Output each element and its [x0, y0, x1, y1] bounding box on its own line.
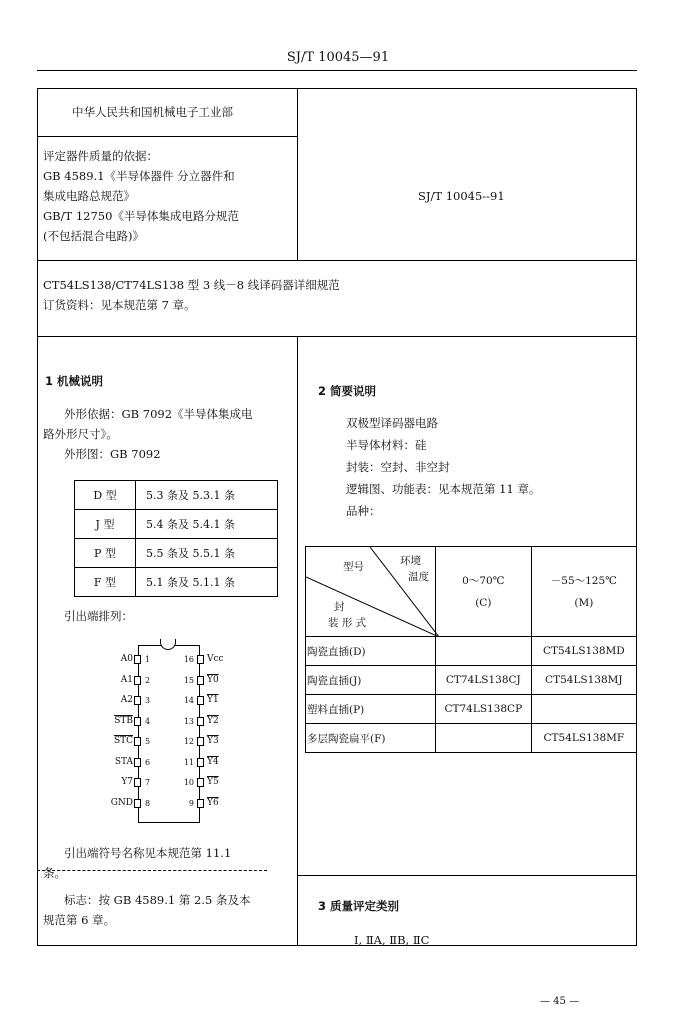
pin-label: $\overline{STC}$ [113, 736, 133, 746]
col-m-code: (M) [574, 596, 594, 609]
brief-line: 半导体材料：硅 [346, 438, 427, 452]
c-cell [435, 724, 531, 753]
quality-categories: Ⅰ, ⅡA, ⅡB, ⅡC [354, 933, 430, 947]
brief-line: 封装：空封、非空封 [346, 460, 450, 474]
pin-number: 12 [183, 737, 194, 746]
outline-type: P 型 [75, 539, 136, 568]
c-cell: CT74LS138CJ [435, 666, 531, 695]
pin-square [197, 655, 204, 664]
corner-pkg: 封 [334, 601, 345, 613]
ic-package-body [138, 645, 200, 823]
brief-line: 品种： [346, 504, 381, 518]
outline-type: F 型 [75, 568, 136, 597]
pin-number: 4 [145, 716, 151, 726]
m-cell: CT54LS138MF [531, 724, 636, 753]
outline-clause: 5.4 条及 5.4.1 条 [136, 510, 278, 539]
pin-label: Y1 [207, 695, 219, 705]
grid-vline-bottom [297, 336, 298, 946]
m-cell: CT54LS138MJ [531, 666, 636, 695]
corner-temp: 温度 [408, 571, 429, 583]
standard-number-header: SJ/T 10045—91 [286, 50, 390, 65]
grid-vline-top [297, 88, 298, 260]
outline-basis: 外形依据：GB 7092《半导体集成电 [64, 407, 253, 421]
outline-type: J 型 [75, 510, 136, 539]
grid-hline-sec3 [297, 875, 637, 876]
pin-number: 8 [145, 798, 151, 808]
pin-label: Y7 [121, 777, 133, 787]
table-header-row [306, 547, 637, 637]
basis-line: GB/T 12750《半导体集成电路分规范 [43, 209, 239, 223]
m-cell [531, 695, 636, 724]
table-row [75, 510, 278, 539]
pin-number: 2 [145, 675, 151, 685]
pin-square [197, 799, 204, 808]
pin-square [134, 655, 141, 664]
pin-label: Y4 [207, 756, 219, 767]
pin-note: 引出端符号名称见本规范第 11.1 [64, 846, 232, 860]
doc-code: SJ/T 10045--91 [418, 189, 505, 203]
marking-note-cont: 规范第 6 章。 [43, 913, 116, 927]
basis-title: 评定器件质量的依据： [43, 149, 158, 163]
page-number: — 45 — [540, 996, 580, 1007]
pin-square [134, 676, 141, 685]
issuer: 中华人民共和国机械电子工业部 [72, 105, 233, 119]
col-c-code: (C) [475, 596, 492, 609]
pin-square [134, 696, 141, 705]
pin-square [197, 696, 204, 705]
variants-table [305, 546, 637, 753]
grid-hline-note [37, 870, 267, 871]
pin-label: Vcc [207, 654, 224, 664]
section2-body [346, 412, 540, 522]
pin-label: Y0 [207, 674, 219, 685]
pin-label: Y6 [207, 797, 219, 808]
pin-number: 15 [183, 675, 194, 685]
marking-note: 标志：按 GB 4589.1 第 2.5 条及本 [64, 893, 251, 907]
basis-block [43, 146, 239, 246]
table-row [306, 666, 637, 695]
outline-drawing: 外形图：GB 7092 [64, 447, 161, 461]
pkg-cell: 陶瓷直插(J) [306, 666, 436, 695]
c-cell [435, 637, 531, 666]
corner-cell [306, 547, 436, 637]
corner-model: 型号 [343, 561, 364, 573]
spec-block [43, 275, 340, 315]
table-row [306, 637, 637, 666]
header-rule [37, 70, 637, 71]
table-row [306, 695, 637, 724]
pin-square [197, 758, 204, 767]
grid-hline-spec [37, 336, 637, 337]
spec-title: CT54LS138/CT74LS138 型 3 线－8 线译码器详细规范 [43, 278, 340, 292]
pin-square [197, 737, 204, 746]
outline-clause: 5.1 条及 5.1.1 条 [136, 568, 278, 597]
table-row [306, 724, 637, 753]
basis-line: GB 4589.1《半导体器件 分立器件和 [43, 169, 235, 183]
corner-env: 环境 [400, 555, 421, 567]
pin-number: 5 [145, 737, 151, 746]
brief-line: 逻辑图、功能表：见本规范第 11 章。 [346, 482, 541, 496]
order-info: 订货资料：见本规范第 7 章。 [43, 298, 196, 312]
c-cell: CT74LS138CP [435, 695, 531, 724]
table-row [75, 568, 278, 597]
pin-number: 6 [145, 757, 151, 767]
col-header-c [435, 547, 531, 637]
pin-label: A0 [120, 654, 133, 664]
pin-square [197, 676, 204, 685]
pin-square [134, 737, 141, 746]
col-m-temp: －55～125℃ [550, 574, 617, 587]
pin-number: 10 [183, 778, 194, 787]
pin-label: Y2 [207, 715, 219, 726]
outline-type: D 型 [75, 481, 136, 510]
table-row [75, 539, 278, 568]
pin-label: GND [110, 797, 133, 808]
pin-number: 13 [183, 716, 194, 726]
pin-label: STA [114, 756, 133, 767]
pkg-cell: 塑料直插(P) [306, 695, 436, 724]
outline-clause: 5.5 条及 5.5.1 条 [136, 539, 278, 568]
pin-label: A2 [120, 695, 133, 705]
pin-label: $\overline{STB}$ [114, 715, 133, 726]
pin-square [197, 717, 204, 726]
outline-table [74, 480, 278, 597]
section3-heading: 3 质量评定类别 [318, 899, 400, 913]
pin-number: 3 [145, 696, 151, 705]
basis-line: (不包括混合电路)》 [43, 229, 144, 243]
m-cell: CT54LS138MD [531, 637, 636, 666]
grid-hline-issuer [37, 136, 297, 137]
pin-label: Y3 [207, 736, 219, 746]
pkg-cell: 陶瓷直插(D) [306, 637, 436, 666]
pin-square [134, 799, 141, 808]
pkg-cell: 多层陶瓷扁平(F) [306, 724, 436, 753]
pin-label: Y5 [207, 777, 219, 787]
section1-heading: 1 机械说明 [45, 374, 104, 388]
outline-basis-cont: 路外形尺寸》。 [43, 427, 118, 441]
table-row [75, 481, 278, 510]
pin-number: 9 [188, 798, 194, 808]
pin-number: 14 [183, 696, 194, 705]
brief-line: 双极型译码器电路 [346, 416, 438, 430]
corner-pkg-form: 装 形 式 [328, 617, 367, 629]
pin-number: 7 [145, 778, 151, 787]
pin-number: 16 [183, 655, 194, 664]
pinout-label: 引出端排列： [64, 609, 133, 623]
pin-number: 11 [183, 757, 194, 767]
pin-square [134, 717, 141, 726]
col-c-temp: 0～70℃ [462, 574, 505, 587]
pin-square [197, 778, 204, 787]
pin-note-cont: 条。 [43, 866, 66, 880]
basis-line: 集成电路总规范》 [43, 189, 135, 203]
pin-square [134, 758, 141, 767]
grid-hline-basis [37, 260, 637, 261]
outline-clause: 5.3 条及 5.3.1 条 [136, 481, 278, 510]
section2-heading: 2 简要说明 [318, 384, 377, 398]
pin-square [134, 778, 141, 787]
col-header-m [531, 547, 636, 637]
pin-label: A1 [120, 674, 133, 685]
pin-number: 1 [145, 655, 151, 664]
